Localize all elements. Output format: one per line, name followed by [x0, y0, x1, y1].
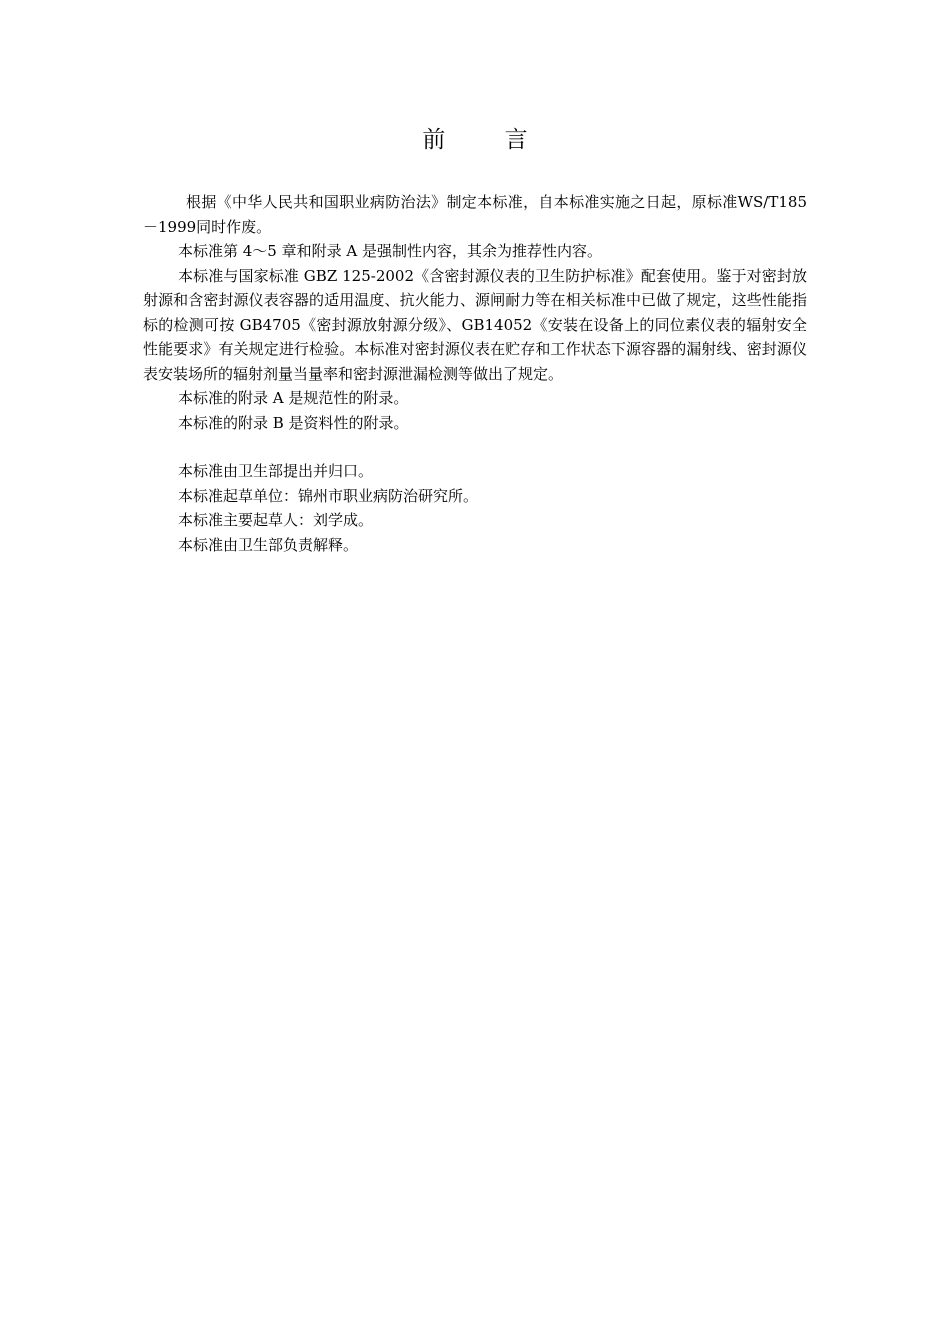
paragraph-appendix-a: 本标准的附录 A 是规范性的附录。: [178, 389, 409, 407]
paragraph-appendix-b: 本标准的附录 B 是资料性的附录。: [178, 413, 409, 432]
paragraph-mandatory-content: 本标准第 4～5 章和附录 A 是强制性内容，其余为推荐性内容。: [178, 242, 602, 260]
paragraph-related-standards: 本标准与国家标准 GBZ 125-2002《含密封源仪表的卫生防护标准》配套使用。鉴于对密封放射源和含密封源仪表容器的适用温度、抗火能力、源闸耐力等在相关标准中已做了规定，这些性能指标的检测可按 GB4705《密封源放射源分级》、GB14052《安装在设备上的同位素仪表的辐射安全性能要求》有关规定进行检验。本标准对密封源仪表在贮存和工作状态下源容器的漏射线、密封源仪表安装场所的辐射剂量当量率和密封源泄漏检测等做出了规定。: [143, 266, 807, 383]
foreword-body: [143, 190, 807, 557]
paragraph-proposer: 本标准由卫生部提出并归口。: [178, 462, 374, 480]
paragraph-drafting-unit: 本标准起草单位：锦州市职业病防治研究所。: [178, 486, 479, 505]
paragraph-interpretation: 本标准由卫生部负责解释。: [178, 535, 359, 554]
paragraph-gap: [143, 435, 807, 459]
page-title: 前 言: [422, 127, 554, 153]
paragraph-legal-basis: 根据《中华人民共和国职业病防治法》制定本标准，自本标准实施之日起，原标准WS/T185－1999同时作废。: [143, 193, 807, 236]
paragraph-main-drafter: 本标准主要起草人：刘学成。: [178, 511, 374, 529]
